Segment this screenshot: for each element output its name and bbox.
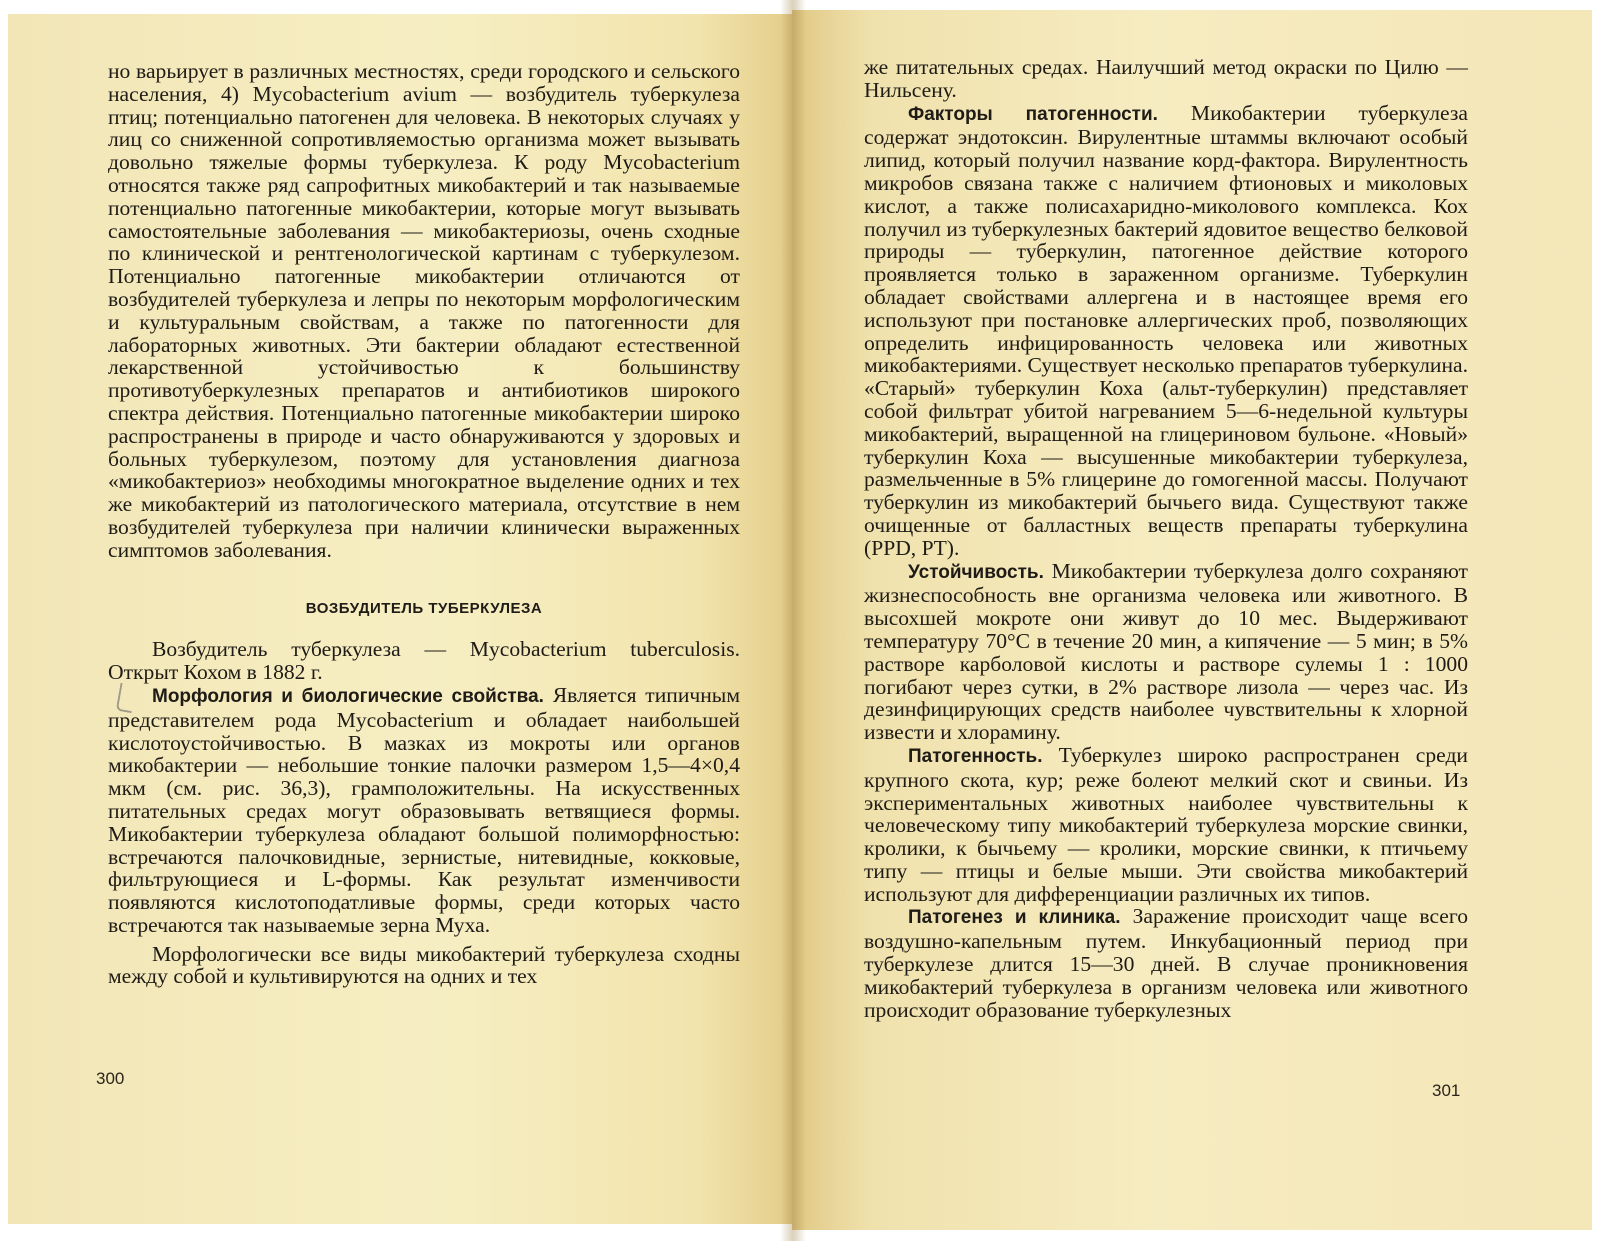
left-page	[8, 14, 792, 1224]
page-number-right: 301	[1432, 1081, 1461, 1100]
paragraph-resistance	[864, 560, 1468, 744]
paragraph-intro: Возбудитель туберкулеза — Mycobacterium tuberculosis. Открыт Кохом в 1882 г.	[108, 637, 740, 685]
resistance-text: Микобактерии туберкулеза долго сохраняют жизнеспособность вне организма человека или животного. В высохшей мокроте они живут до 10 мес. Выдерживают температуру 70°С в течение 20 мин, а кипячение — 5 мин; в 5% растворе карболовой кислоты и растворе сулемы 1 : 1000 погибают через сутки, в 2% растворе лизола — через час. Из дезинфицирующих средств наиболее чувствительны к хлорной извести и хлорамину.	[864, 558, 1468, 745]
paragraph-factors	[864, 102, 1468, 560]
page-number-left: 300	[96, 1069, 125, 1088]
paragraph-pathogenicity	[864, 744, 1468, 906]
left-page-text	[108, 60, 740, 988]
pathogenicity-heading: Патогенность.	[908, 745, 1043, 767]
paragraph-morphology	[108, 684, 740, 937]
book-gutter	[780, 0, 806, 1241]
morphology-heading: Морфология и биологические свойства.	[152, 685, 544, 707]
paragraph-last: Морфологически все виды микобактерий туберкулеза сходны между собой и культивируются на одних и тех	[108, 941, 740, 989]
morphology-text: Является типичным представителем рода Mycobacterium и обладает наибольшей кислотоустойчивостью. В мазках из мокроты или органов микобактерии — небольшие тонкие палочки размером 1,5—4×0,4 мкм (см. рис. 36,3), грамположительны. На искусственных питательных средах могут образовывать ветвящиеся формы. Микобактерии туберкулеза обладают большой полиморфностью: встречаются палочковидные, зернистые, нитевидные, кокковые, фильтрующиеся и L-формы. Как результат изменчивости появляются кислотоподатливые формы, среди которых часто встречаются так называемые зерна Муха.	[108, 682, 740, 937]
paragraph-avium: но варьирует в различных местностях, среди городского и сельского населения, 4) Mycobacterium avium — возбудитель туберкулеза птиц; потенциально патогенен для человека. В некоторых случаях у лиц со сниженной сопротивляемостью организма может вызывать довольно тяжелые формы туберкулеза. К роду Mycobacterium относятся также ряд сапрофитных микобактерий и так называемые потенциально патогенные микобактерии, которые могут вызывать самостоятельные заболевания — микобактериозы, очень сходные по клинической и рентгенологической картинам с туберкулезом. Потенциально патогенные микобактерии отличаются от возбудителей туберкулеза и лепры по некоторым морфологическим и культуральным свойствам, а также по патогенности для лабораторных животных. Эти бактерии обладают естественной лекарственной устойчивостью к большинству противотуберкулезных препаратов и антибиотиков широкого спектра действия. Потенциально патогенные микобактерии широко распространены в природе и часто обнаруживаются у здоровых и больных туберкулезом, поэтому для установления диагноза «микобактериоз» необходимы многократное выделение одних и тех же микобактерий из патологического материала, отсутствие в нем возбудителей туберкулеза при наличии клинически выраженных симптомов заболевания.	[108, 59, 740, 562]
resistance-heading: Устойчивость.	[908, 561, 1044, 583]
right-page	[792, 10, 1592, 1230]
factors-text: Микобактерии туберкулеза содержат эндотоксин. Вирулентные штаммы включают особый липид, который получил название корд-фактора. Вирулентность микробов связана также с наличием фтионовых и миколовых кислот, а также полисахаридно-миколового комплекса. Кох получил из туберкулезных бактерий ядовитое вещество белковой природы — туберкулин, патогенное действие которого проявляется только в зараженном организме. Туберкулин обладает свойствами аллергена и в настоящее время его используют при постановке аллергических проб, позволяющих определить инфицированность человека или животных микобактериями. Существует несколько препаратов туберкулина. «Старый» туберкулин Коха (альт-туберкулин) представляет собой фильтрат убитой нагреванием 5—6-недельной культуры микобактерий, выращенной на глицериновом бульоне. «Новый» туберкулин Коха — высушенные микобактерии туберкулеза, размельченные в 5% глицерине до гомогенной массы. Получают туберкулин из микобактерий бычьего вида. Существуют также очищенные от балластных веществ препараты туберкулина (PPD, PT).	[864, 100, 1469, 560]
pathogenesis-heading: Патогенез и клиника.	[908, 907, 1121, 929]
paragraph-first: же питательных средах. Наилучший метод окраски по Цилю — Нильсену.	[864, 55, 1468, 102]
pathogenicity-text: Туберкулез широко распространен среди крупного скота, кур; реже болеют мелкий скот и свиньи. Из экспериментальных животных наиболее чувствительны к человеческому типу микобактерий туберкулеза морские свинки, кролики, к бычьему — кролики, морские свинки, к птичьему типу — птицы и белые мыши. Эти свойства микобактерий используют для дифференциации различных их типов.	[864, 742, 1468, 906]
right-page-text	[864, 56, 1468, 1021]
section-heading: ВОЗБУДИТЕЛЬ ТУБЕРКУЛЕЗА	[305, 599, 543, 617]
paragraph-pathogenesis	[864, 905, 1468, 1021]
pathogenesis-text: Заражение происходит чаще всего воздушно-капельным путем. Инкубационный период при туберкулезе длится 15—30 дней. В случае проникновения микобактерий туберкулеза в организм человека или животного происходит образование туберкулезных	[864, 904, 1469, 1022]
factors-heading: Факторы патогенности.	[908, 103, 1158, 125]
